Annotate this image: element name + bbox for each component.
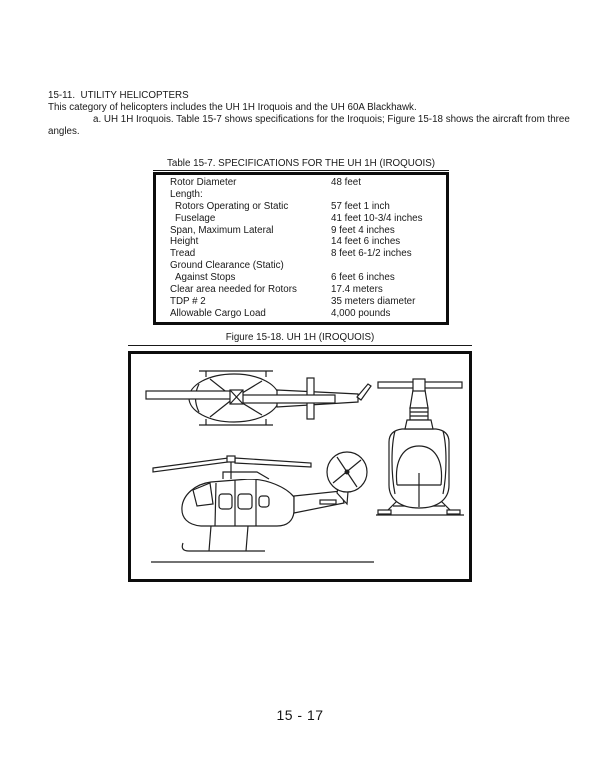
spec-row-value: 4,000 pounds	[331, 307, 391, 319]
figure-section	[128, 332, 472, 582]
paragraph-line: a. UH 1H Iroquois. Table 15-7 shows specifications for the Iroquois; Figure 15-18 shows the aircraft from three	[93, 114, 570, 125]
section-heading: 15-11. UTILITY HELICOPTERS	[48, 90, 189, 101]
spec-row-value: 8 feet 6-1/2 inches	[331, 248, 412, 260]
spec-table-section	[153, 158, 449, 325]
spec-row-value: 6 feet 6 inches	[331, 272, 395, 284]
spec-row-label: Fuselage	[175, 212, 216, 224]
body-text-block	[48, 90, 588, 138]
spec-row-label: Tread	[170, 248, 196, 260]
page-number: 15 - 17	[276, 707, 324, 723]
spec-table-row	[156, 236, 446, 248]
spec-table-row	[156, 213, 446, 225]
helicopter-top-view	[146, 371, 371, 425]
spec-row-label: Rotors Operating or Static	[175, 200, 289, 212]
spec-table-row	[156, 284, 446, 296]
spec-row-label: Clear area needed for Rotors	[170, 284, 297, 296]
spec-table-row	[156, 260, 446, 272]
spec-table-row	[156, 308, 446, 320]
spec-table-row	[156, 248, 446, 260]
spec-table-row	[156, 177, 446, 189]
spec-row-value: 35 meters diameter	[331, 295, 416, 307]
paragraph-line: angles.	[48, 126, 80, 137]
spec-table-title: Table 15-7. SPECIFICATIONS FOR THE UH 1H (IROQUOIS)	[153, 158, 449, 171]
spec-table-body	[153, 172, 449, 325]
spec-row-label: Allowable Cargo Load	[170, 307, 266, 319]
spec-table-row	[156, 225, 446, 237]
spec-row-label: Against Stops	[175, 272, 236, 284]
spec-row-value: 14 feet 6 inches	[331, 236, 401, 248]
spec-table-row	[156, 296, 446, 308]
spec-table-row	[156, 201, 446, 213]
spec-row-label: Ground Clearance (Static)	[170, 260, 284, 272]
spec-row-value: 41 feet 10-3/4 inches	[331, 212, 423, 224]
spec-table-row	[156, 189, 446, 201]
helicopter-front-view	[376, 379, 464, 515]
spec-row-label: Length:	[170, 188, 203, 200]
spec-table-row	[156, 272, 446, 284]
spec-row-value: 17.4 meters	[331, 284, 383, 296]
spec-row-label: Span, Maximum Lateral	[170, 224, 274, 236]
spec-row-label: Height	[170, 236, 199, 248]
figure-caption: Figure 15-18. UH 1H (IROQUOIS)	[128, 332, 472, 346]
spec-row-label: TDP # 2	[170, 295, 206, 307]
spec-row-value: 48 feet	[331, 177, 361, 188]
spec-row-label: Rotor Diameter	[170, 177, 237, 188]
paragraph-line: This category of helicopters includes the UH 1H Iroquois and the UH 60A Blackhawk.	[48, 102, 417, 113]
spec-row-value: 57 feet 1 inch	[331, 200, 390, 212]
helicopter-side-view	[151, 452, 374, 562]
spec-row-value: 9 feet 4 inches	[331, 224, 395, 236]
figure-frame	[128, 351, 472, 582]
helicopter-three-view-drawing	[131, 354, 469, 579]
